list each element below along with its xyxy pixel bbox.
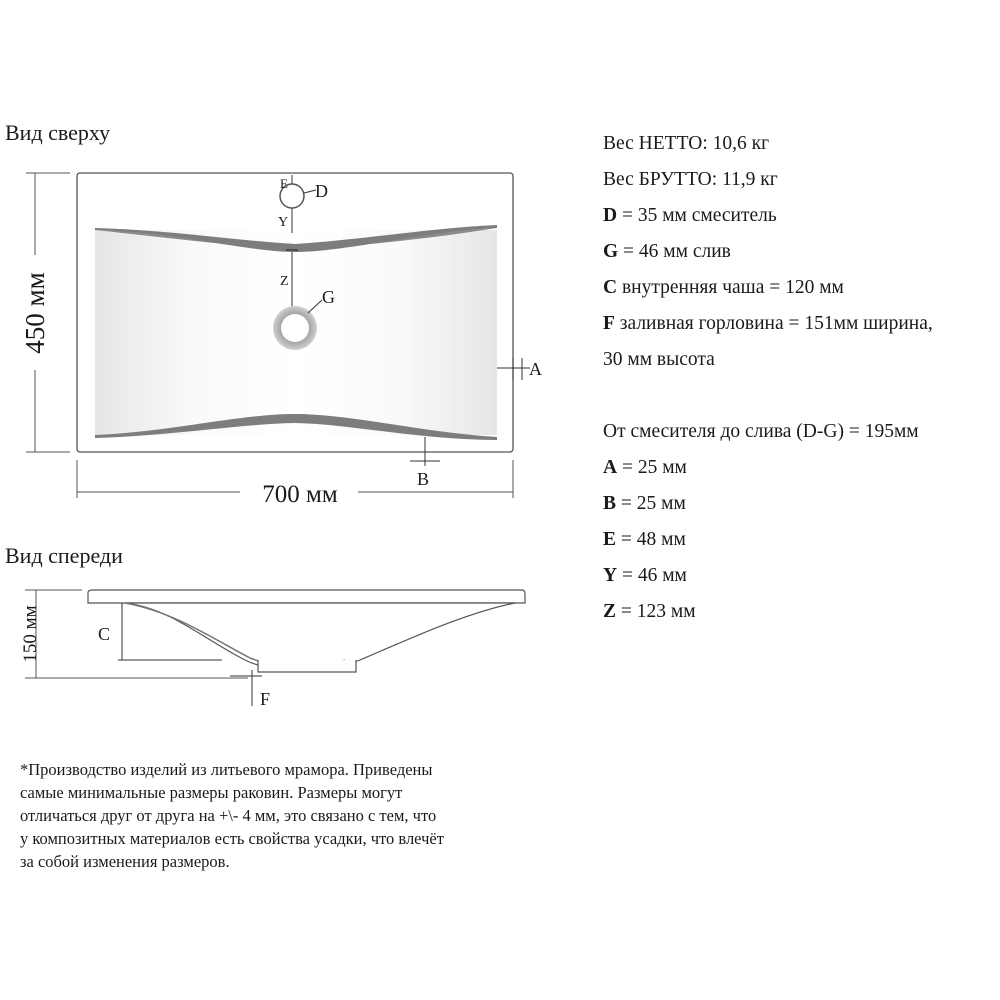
- spec-item: [603, 493, 998, 529]
- production-note: [20, 758, 540, 873]
- front-rim: [88, 590, 525, 603]
- marker-b: B: [417, 469, 430, 489]
- top-view: [20, 173, 542, 508]
- spec-item: [603, 565, 998, 601]
- note-line: отличаться друг от друга на +\- 4 мм, это связано с тем, что: [20, 806, 437, 825]
- spec-key: A: [603, 457, 618, 478]
- drain-hole: [281, 314, 309, 342]
- note-line: *Производство изделий из литьевого мрамора. Приведены: [20, 760, 433, 779]
- spec-text: Вес НЕТТО: 10,6 кг: [603, 133, 770, 154]
- marker-z: Z: [280, 274, 289, 289]
- width-top-label: 700 мм: [262, 481, 338, 508]
- spec-text: = 46 мм слив: [618, 241, 731, 262]
- top-view-title: Вид сверху: [5, 120, 111, 145]
- spec-item: [603, 277, 998, 313]
- note-line: у композитных материалов есть свойства усадки, что влечёт: [20, 829, 444, 848]
- spec-list: [603, 133, 998, 637]
- spec-key: G: [603, 241, 619, 262]
- spec-item: [603, 205, 998, 241]
- front-view: [20, 590, 525, 709]
- spec-item: [603, 529, 998, 565]
- spec-key: C: [603, 277, 618, 298]
- marker-y: Y: [278, 215, 289, 230]
- spec-key: F: [603, 313, 615, 334]
- spec-item: [603, 169, 998, 205]
- note-line: самые минимальные размеры раковин. Размеры могут: [20, 783, 403, 802]
- spec-item: [603, 385, 998, 421]
- spec-text: = 35 мм смеситель: [617, 205, 777, 226]
- spec-text: заливная горловина = 151мм ширина,: [614, 313, 933, 334]
- marker-e: E: [280, 176, 288, 191]
- spec-item: [603, 313, 998, 349]
- drain-neck: [258, 660, 356, 672]
- marker-f: F: [260, 689, 271, 709]
- spec-key: E: [603, 529, 617, 550]
- spec-key: Y: [603, 565, 618, 586]
- height-front-label: 150 мм: [20, 605, 41, 663]
- spec-text: Вес БРУТТО: 11,9 кг: [603, 169, 778, 190]
- spec-text: = 48 мм: [616, 529, 686, 550]
- spec-item: [603, 133, 998, 169]
- note-line: за собой изменения размеров.: [20, 852, 230, 871]
- spec-text: = 25 мм: [616, 493, 686, 514]
- front-view-title: Вид спереди: [5, 543, 123, 568]
- spec-item: [603, 241, 998, 277]
- spec-key: D: [603, 205, 618, 226]
- spec-item: [603, 349, 998, 385]
- spec-key: B: [603, 493, 617, 514]
- spec-text: 30 мм высота: [603, 349, 715, 370]
- spec-text: = 25 мм: [617, 457, 687, 478]
- spec-item: [603, 457, 998, 493]
- spec-text: внутренняя чаша = 120 мм: [617, 277, 844, 298]
- spec-text: = 123 мм: [616, 601, 696, 622]
- marker-c: C: [98, 624, 111, 644]
- spec-text: = 46 мм: [617, 565, 687, 586]
- spec-item: [603, 421, 998, 457]
- marker-d: D: [315, 181, 328, 201]
- marker-a: A: [529, 359, 542, 379]
- spec-text: От смесителя до слива (D-G) = 195мм: [603, 421, 919, 442]
- height-top-label: 450 мм: [20, 272, 50, 354]
- spec-item: [603, 601, 998, 637]
- spec-key: Z: [603, 601, 617, 622]
- marker-g: G: [322, 287, 335, 307]
